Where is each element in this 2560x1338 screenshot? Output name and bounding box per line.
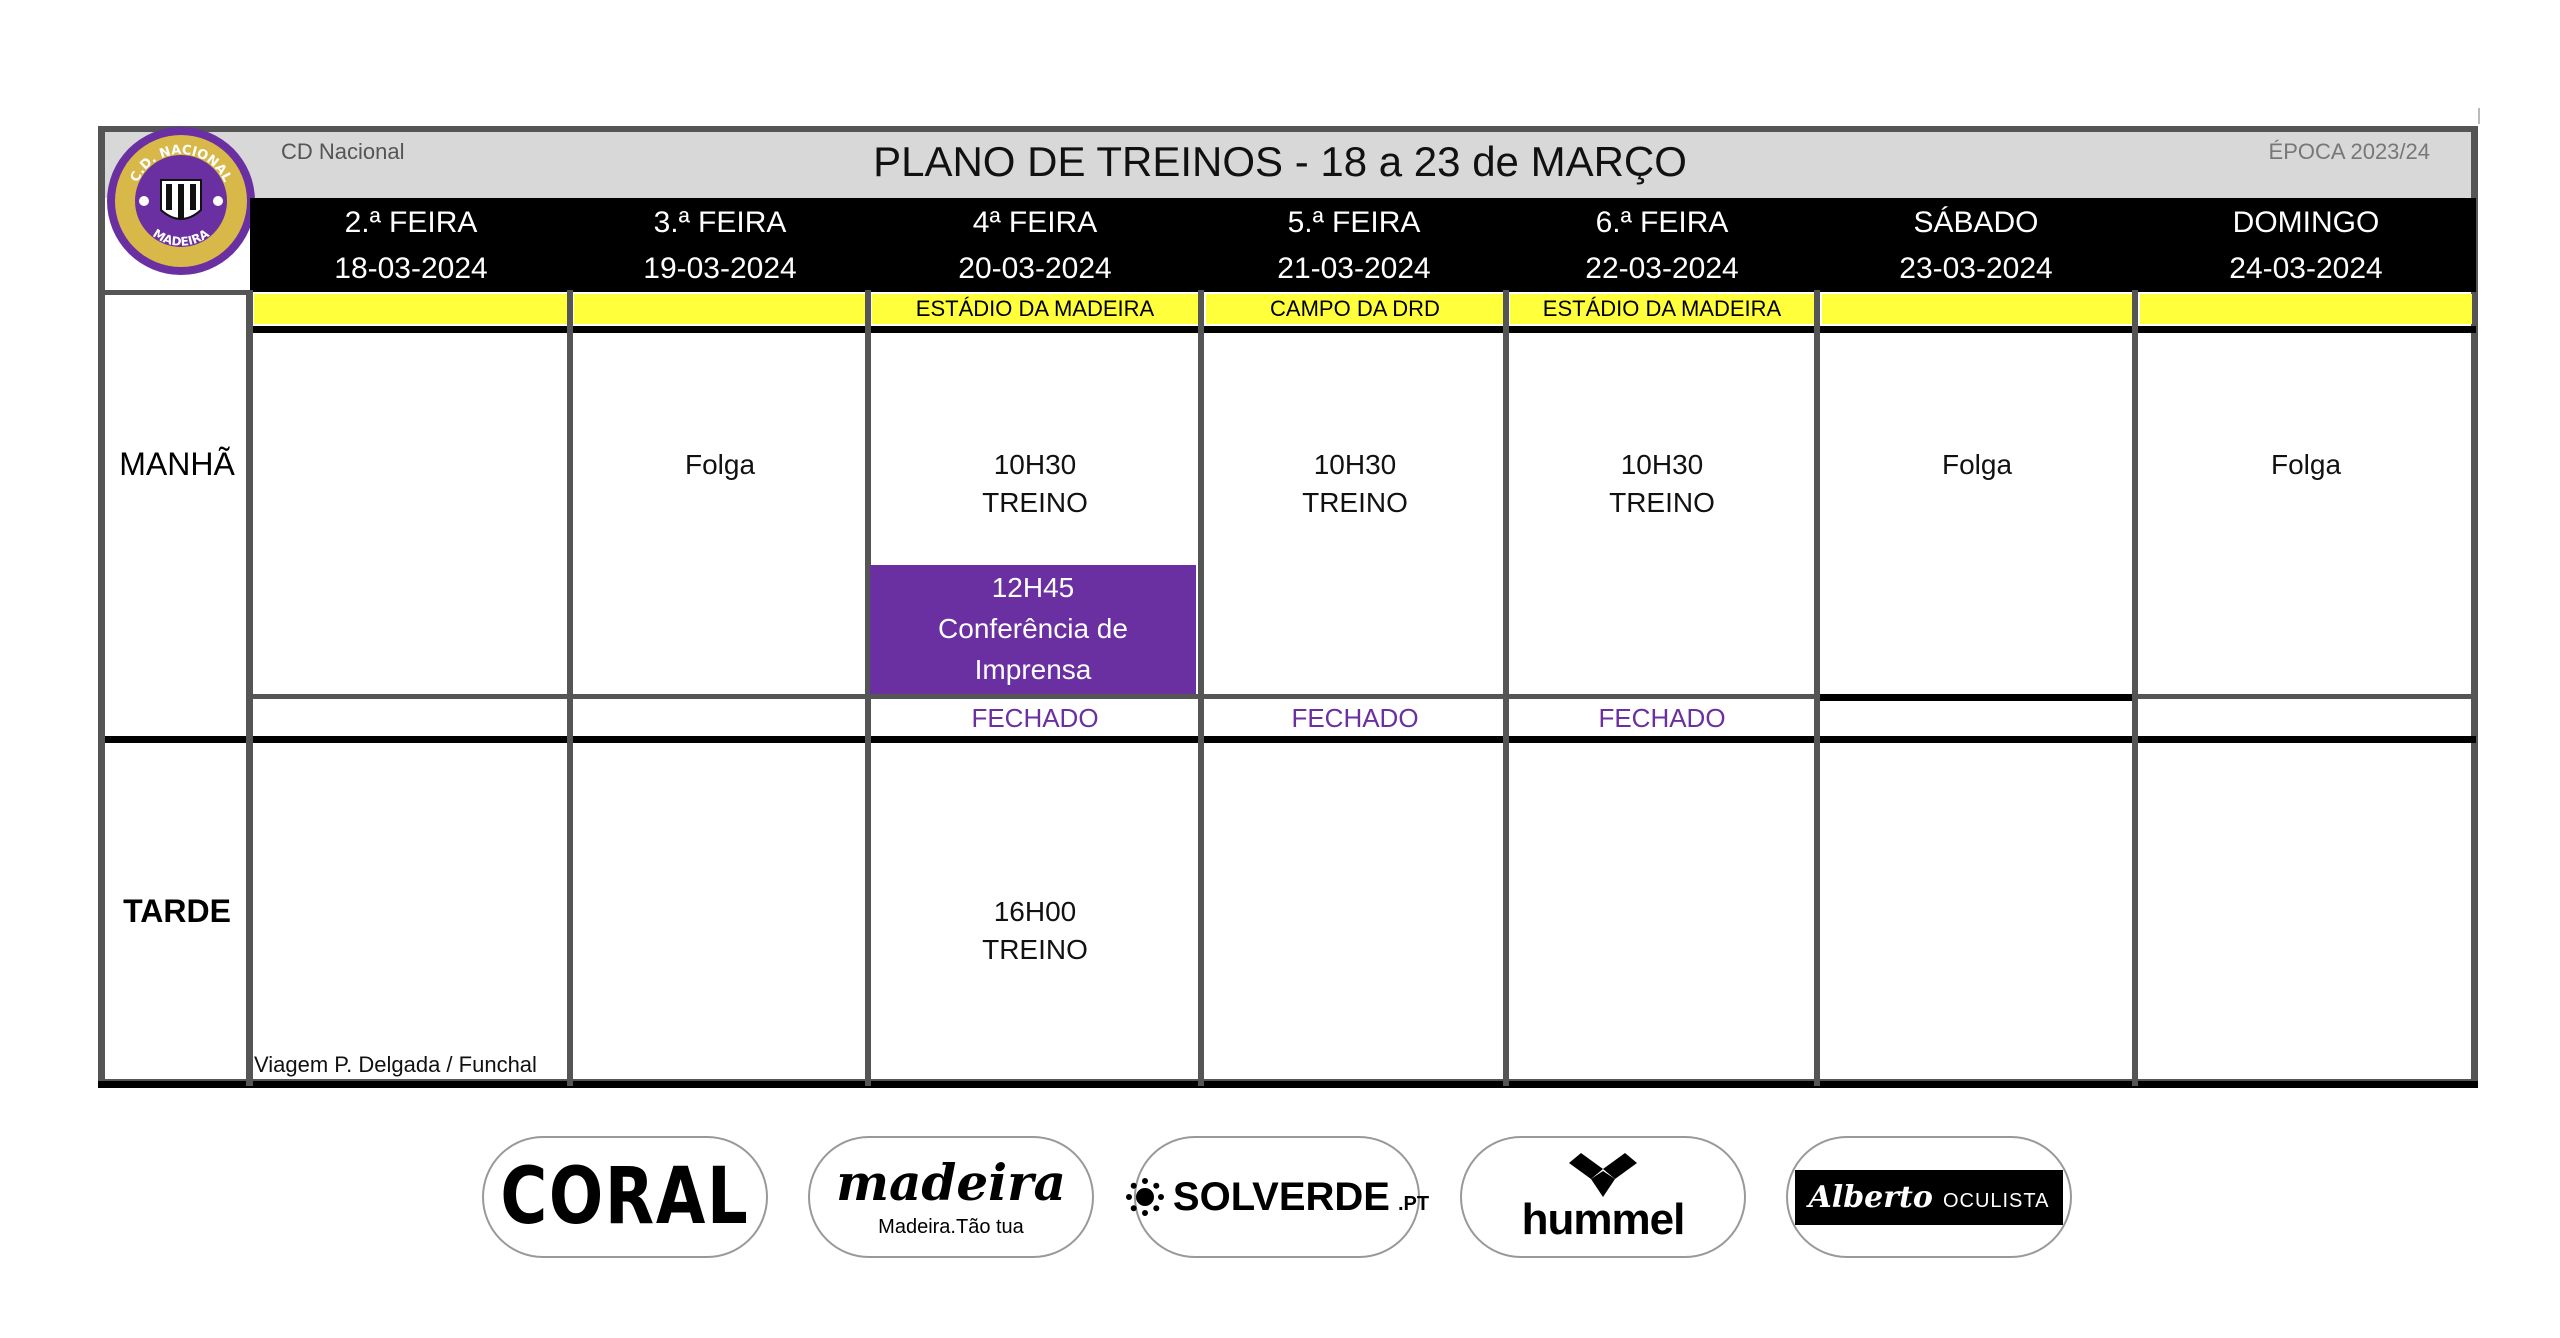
- day-date: 22-03-2024: [1585, 252, 1739, 285]
- hummel-logo: hummel: [1521, 1195, 1685, 1244]
- day-name: 3.ª FEIRA: [653, 206, 787, 239]
- club-logo: [104, 124, 258, 278]
- logo-text-bottom: MADEIRA: [150, 226, 212, 249]
- day-date: 24-03-2024: [2229, 252, 2383, 285]
- day-header-wed: [870, 200, 1200, 292]
- madeira-tagline: Madeira.Tão tua: [878, 1215, 1024, 1238]
- day-header-sat: [1818, 200, 2134, 292]
- sponsor-madeira: [808, 1136, 1094, 1258]
- day-date: 21-03-2024: [1277, 252, 1431, 285]
- day-name: SÁBADO: [1913, 206, 2039, 239]
- day-name: 4ª FEIRA: [972, 206, 1098, 239]
- closed-thu: FECHADO: [1291, 703, 1419, 733]
- session-time: 10H30: [1620, 449, 1704, 480]
- day-date: 19-03-2024: [643, 252, 797, 285]
- press-conference-block: [870, 565, 1196, 694]
- day-header-fri: [1508, 200, 1816, 292]
- row-label-afternoon: TARDE: [123, 893, 231, 929]
- venue-mon: [254, 294, 568, 324]
- venue-wed: ESTÁDIO DA MADEIRA: [872, 294, 1198, 324]
- grid-line: [567, 290, 573, 1086]
- page-edge-mark: [2478, 108, 2480, 124]
- venue-thu: CAMPO DA DRD: [1206, 294, 1504, 324]
- afternoon-wed: [872, 893, 1198, 969]
- session-activity: TREINO: [982, 934, 1088, 965]
- grid-line: [1818, 694, 2138, 701]
- season-label: ÉPOCA 2023/24: [2268, 139, 2430, 164]
- sponsor-hummel: [1460, 1136, 1746, 1258]
- venue-fri: ESTÁDIO DA MADEIRA: [1510, 294, 1814, 324]
- grid-line: [1503, 290, 1509, 1086]
- morning-sat: Folga: [1941, 449, 2013, 480]
- morning-wed: [872, 446, 1198, 522]
- session-activity: TREINO: [1609, 487, 1715, 518]
- club-name: CD Nacional: [281, 139, 405, 164]
- grid-line: [2132, 290, 2138, 1086]
- page-title: PLANO DE TREINOS - 18 a 23 de MARÇO: [873, 138, 1687, 185]
- venue-sat: [1822, 294, 2132, 324]
- day-header-sun: [2136, 200, 2476, 292]
- coral-logo: CORAL: [500, 1152, 750, 1242]
- grid-line: [246, 290, 253, 1086]
- grid-line: [105, 290, 251, 295]
- grid-line: [1198, 290, 1204, 1086]
- travel-note: Viagem P. Delgada / Funchal: [254, 1052, 537, 1077]
- madeira-logo: madeira: [836, 1152, 1066, 1212]
- press-line1: Conferência de: [938, 613, 1128, 644]
- grid-line: [1814, 290, 1820, 1086]
- session-activity: TREINO: [982, 487, 1088, 518]
- venue-tue: [574, 294, 866, 324]
- sponsor-solverde: [1134, 1136, 1430, 1258]
- row-label-morning: MANHÃ: [119, 446, 235, 482]
- alberto-suffix: OCULISTA: [1942, 1189, 2050, 1212]
- day-header-mon: [252, 200, 570, 292]
- logo-text-top: C.D. NACIONAL: [127, 142, 235, 185]
- day-name: 2.ª FEIRA: [344, 206, 478, 239]
- press-time: 12H45: [991, 572, 1075, 603]
- session-time: 10H30: [993, 449, 1077, 480]
- morning-tue: Folga: [684, 449, 756, 480]
- grid-line: [250, 326, 2476, 333]
- morning-sun: Folga: [2270, 449, 2342, 480]
- solverde-logo: SOLVERDE: [1172, 1174, 1390, 1219]
- alberto-logo: Alberto: [1808, 1179, 1933, 1215]
- session-activity: TREINO: [1302, 487, 1408, 518]
- grid-line: [105, 736, 2476, 743]
- closed-wed: FECHADO: [971, 703, 1099, 733]
- session-time: 10H30: [1313, 449, 1397, 480]
- press-line2: Imprensa: [974, 654, 1092, 685]
- closed-fri: FECHADO: [1598, 703, 1726, 733]
- day-date: 20-03-2024: [958, 252, 1112, 285]
- solverde-suffix: .PT: [1397, 1192, 1430, 1215]
- venue-sun: [2140, 294, 2472, 324]
- hummel-bee-icon: [1563, 1149, 1643, 1199]
- sponsor-coral: [482, 1136, 768, 1258]
- session-time: 16H00: [993, 896, 1077, 927]
- sponsor-alberto-oculista: [1786, 1136, 2072, 1258]
- day-date: 23-03-2024: [1899, 252, 2053, 285]
- grid-line: [250, 694, 2476, 699]
- day-date: 18-03-2024: [334, 252, 488, 285]
- day-name: 6.ª FEIRA: [1595, 206, 1729, 239]
- grid-line: [98, 1081, 2478, 1088]
- day-name: 5.ª FEIRA: [1287, 206, 1421, 239]
- day-name: DOMINGO: [2232, 206, 2380, 239]
- morning-thu: [1206, 446, 1504, 522]
- day-header-tue: [572, 200, 868, 292]
- solverde-sun-icon: [1125, 1177, 1165, 1217]
- morning-fri: [1510, 446, 1814, 522]
- day-header-thu: [1202, 200, 1506, 292]
